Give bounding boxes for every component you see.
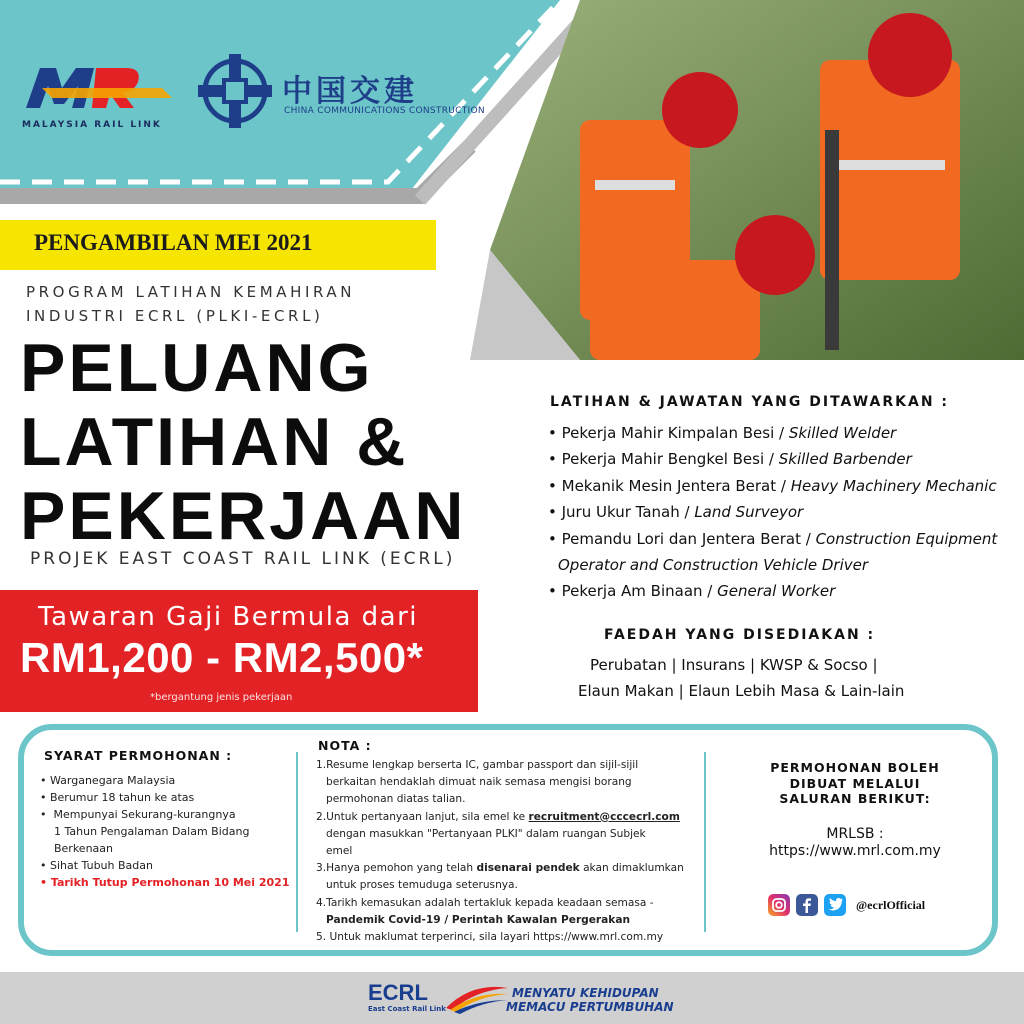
recruitment-email-link[interactable]: recruitment@cccecrl.com bbox=[528, 810, 680, 823]
ecrl-logo-subtitle: East Coast Rail Link bbox=[368, 1005, 446, 1013]
nota-item: emel bbox=[326, 845, 353, 858]
offer-item: • Pemandu Lori dan Jentera Berat / Construction Equipment bbox=[548, 529, 998, 548]
requirement-item: 1 Tahun Pengalaman Dalam Bidang bbox=[40, 825, 250, 838]
ccc-logo bbox=[196, 52, 274, 130]
ccc-chinese-name: 中国交建 bbox=[282, 74, 418, 109]
nota-item: untuk proses temuduga seterusnya. bbox=[326, 879, 518, 892]
program-line-1: PROGRAM LATIHAN KEMAHIRAN bbox=[26, 283, 356, 301]
apply-title-line: DIBUAT MELALUI bbox=[789, 775, 921, 791]
nota-item: 3.Hanya pemohon yang telah disenarai pendek akan dimaklumkan bbox=[316, 862, 684, 875]
apply-title-line: PERMOHONAN BOLEH bbox=[770, 760, 940, 775]
salary-note: *bergantung jenis pekerjaan bbox=[150, 692, 293, 703]
offers-list bbox=[548, 420, 1018, 605]
requirement-item: • Warganegara Malaysia bbox=[40, 774, 176, 787]
requirement-item: • Berumur 18 tahun ke atas bbox=[40, 791, 195, 804]
nota-item: berkaitan hendaklah dimuat naik semasa mengisi borang bbox=[326, 776, 632, 789]
nota-item: Pandemik Covid-19 / Perintah Kawalan Pergerakan bbox=[326, 913, 631, 926]
offers-title: LATIHAN & JAWATAN YANG DITAWARKAN : bbox=[550, 394, 950, 410]
program-line-2: INDUSTRI ECRL (PLKI-ECRL) bbox=[26, 307, 324, 325]
offer-item: • Mekanik Mesin Jentera Berat / Heavy Machinery Mechanic bbox=[548, 476, 997, 495]
requirement-item: Berkenaan bbox=[40, 842, 113, 855]
apply-url[interactable]: https://www.mrl.com.my bbox=[769, 843, 941, 859]
panel-divider bbox=[296, 752, 298, 932]
offer-item: • Pekerja Mahir Bengkel Besi / Skilled Barbender bbox=[548, 450, 912, 469]
nota-list bbox=[316, 757, 700, 946]
nota-item: dengan masukkan "Pertanyaan PLKI" dalam ruangan Subjek bbox=[326, 827, 646, 840]
benefits-line-1: Perubatan | Insurans | KWSP & Socso | bbox=[590, 656, 878, 674]
requirements-list bbox=[40, 772, 290, 891]
ccc-english-name: CHINA COMMUNICATIONS CONSTRUCTION bbox=[284, 106, 485, 116]
twitter-icon[interactable] bbox=[824, 894, 846, 916]
panel-divider bbox=[704, 752, 706, 932]
mrl-logo bbox=[22, 58, 182, 118]
headline-line-1: PELUANG bbox=[20, 330, 374, 406]
headline-line-2: LATIHAN & bbox=[20, 404, 409, 480]
ecrl-swoosh-icon bbox=[442, 980, 512, 1014]
apply-org: MRLSB : bbox=[826, 826, 884, 842]
facebook-icon[interactable] bbox=[796, 894, 818, 916]
nota-item: 5. Untuk maklumat terperinci, sila layari https://www.mrl.com.my bbox=[316, 931, 664, 944]
social-handle: @ecrlOfficial bbox=[856, 898, 926, 912]
offer-item: • Pekerja Mahir Kimpalan Besi / Skilled Welder bbox=[548, 424, 897, 442]
benefits-line-2: Elaun Makan | Elaun Lebih Masa & Lain-lain bbox=[578, 682, 905, 700]
footer-tagline-1: MENYATU KEHIDUPAN bbox=[512, 986, 659, 1000]
ecrl-logo-text: ECRL bbox=[368, 980, 428, 1005]
project-name: PROJEK EAST COAST RAIL LINK (ECRL) bbox=[30, 549, 456, 569]
apply-title-line: SALURAN BERIKUT: bbox=[779, 791, 931, 806]
month-title: PENGAMBILAN MEI 2021 bbox=[34, 230, 313, 255]
salary-range: RM1,200 - RM2,500* bbox=[20, 634, 424, 681]
nota-item: 4.Tarikh kemasukan adalah tertakluk kepada keadaan semasa - bbox=[316, 896, 654, 909]
nota-item: 2.Untuk pertanyaan lanjut, sila emel ke recruitment@cccecrl.com bbox=[316, 810, 680, 823]
offer-item: • Pekerja Am Binaan / General Worker bbox=[548, 582, 836, 601]
requirement-item: • Sihat Tubuh Badan bbox=[40, 859, 153, 872]
nota-item: 1.Resume lengkap berserta IC, gambar passport dan sijil-sijil bbox=[316, 759, 639, 771]
offer-item: • Juru Ukur Tanah / Land Surveyor bbox=[548, 503, 804, 522]
instagram-icon[interactable] bbox=[768, 894, 790, 916]
headline-line-3: PEKERJAAN bbox=[20, 478, 467, 554]
nota-title: NOTA : bbox=[318, 738, 372, 753]
requirements-title: SYARAT PERMOHONAN : bbox=[44, 748, 233, 763]
closing-date: • Tarikh Tutup Permohonan 10 Mei 2021 bbox=[40, 876, 290, 889]
salary-label: Tawaran Gaji Bermula dari bbox=[38, 602, 419, 632]
nota-item: permohonan diatas talian. bbox=[326, 793, 466, 806]
requirement-item: • Mempunyai Sekurang-kurangnya bbox=[40, 808, 236, 821]
benefits-title: FAEDAH YANG DISEDIAKAN : bbox=[604, 627, 876, 643]
mrl-caption: MALAYSIA RAIL LINK bbox=[22, 120, 162, 130]
workers-photo bbox=[470, 0, 1024, 360]
footer-tagline-2: MEMACU PERTUMBUHAN bbox=[506, 1000, 674, 1014]
offer-item-continued: Operator and Construction Vehicle Driver bbox=[558, 556, 869, 575]
apply-title bbox=[720, 760, 990, 807]
